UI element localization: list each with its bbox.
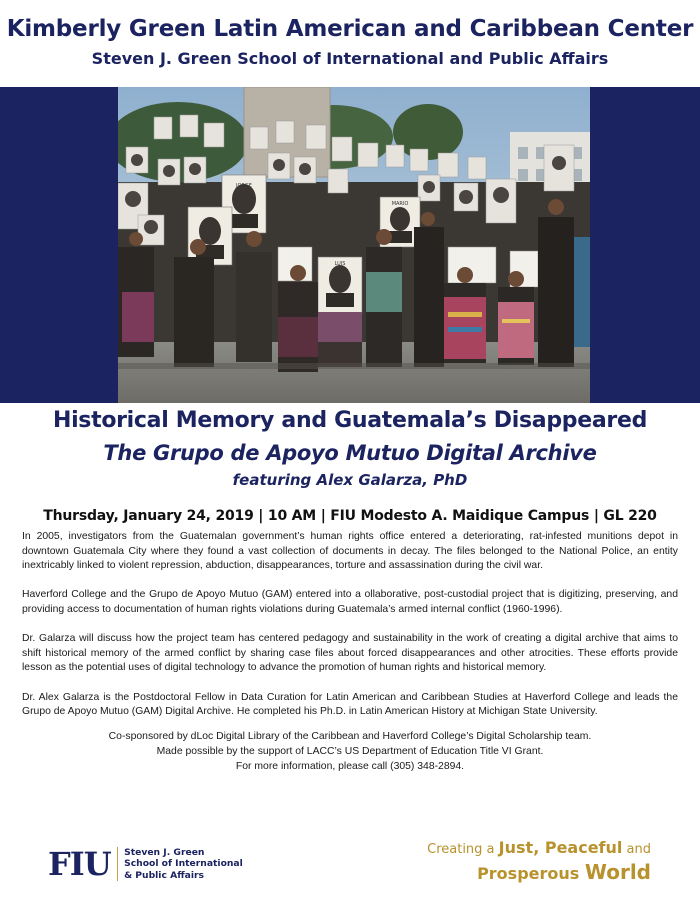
fiu-logo — [48, 846, 243, 882]
contact-line: For more information, please call (305) 348-2894. — [235, 761, 465, 772]
event-datetime-location: Thursday, January 24, 2019 | 10 AM | FIU Modesto A. Maidique Campus | GL 220 — [43, 508, 657, 524]
school-name — [124, 847, 243, 881]
event-description — [22, 530, 678, 720]
tagline-and: and — [626, 842, 651, 857]
school-line-1: Steven J. Green — [124, 846, 205, 858]
fiu-wordmark: FIU — [48, 845, 111, 883]
event-subtitle: The Grupo de Apoyo Mutuo Digital Archive — [103, 441, 597, 465]
tagline-prosperous: Prosperous — [477, 864, 580, 883]
school-line-2: School of International — [124, 858, 243, 870]
placard-name: JORGE — [236, 183, 252, 189]
placard-name: LUIS — [334, 261, 346, 267]
placard-name: MARIO — [391, 201, 409, 207]
tagline-emphasis: Just, Peaceful — [498, 838, 623, 857]
tagline-prefix: Creating a — [427, 842, 495, 857]
cosponsor-line: Co-sponsored by dLoc Digital Library of the Caribbean and Haverford College’s Digital Scholarship team. — [108, 731, 592, 742]
event-speaker: featuring Alex Galarza, PhD — [232, 471, 468, 489]
support-line: Made possible by the support of LACC’s US Department of Education Title VI Grant. — [156, 746, 544, 757]
school-subtitle: Steven J. Green School of International and Public Affairs — [91, 49, 609, 68]
protest-photo — [118, 87, 590, 403]
placard-mid — [318, 257, 362, 313]
event-title: Historical Memory and Guatemala’s Disappeared — [52, 408, 648, 433]
school-line-3: & Public Affairs — [124, 869, 204, 881]
sponsor-block — [0, 729, 700, 774]
paragraph-project: Haverford College and the Grupo de Apoyo Mutuo (GAM) entered into a ollaborative, post-custodial project that is digitizing, preserving, and providing access to documentation of human rights violations during Guatemala’s armed internal conflict (1960-1996). — [22, 589, 678, 615]
tagline — [427, 838, 651, 886]
placard-left — [188, 207, 232, 265]
paragraph-talk: Dr. Galarza will discuss how the project team has centered pedagogy and sustainability in the work of creating a digital archive that aims to shift historical memory of the armed conflict by sharing case files about forced disappearances and other atrocities. These efforts provide lesson as the potential uses of digital technology to advance the promotion of human rights and historical memory. — [22, 633, 678, 674]
center-title: Kimberly Green Latin American and Caribbean Center — [6, 16, 694, 42]
paragraph-background: In 2005, investigators from the Guatemalan government’s human rights office entered a deteriorating, rat-infested munitions depot in downtown Guatemala City where they found a vast collection of documents in decay. The files belonged to the National Police, an entity inextricably linked to violent repression, abduction, disappearances, torture and assassination during the civil war. — [22, 531, 678, 572]
logo-divider — [117, 847, 119, 881]
paragraph-bio: Dr. Alex Galarza is the Postdoctoral Fellow in Data Curation for Latin American and Caribbean Studies at Haverford College and leads the Grupo de Apoyo Mutuo (GAM) Digital Archive. He completed his Ph.D. in Latin American History at Michigan State University. — [22, 691, 678, 718]
tagline-world: World — [584, 860, 651, 884]
